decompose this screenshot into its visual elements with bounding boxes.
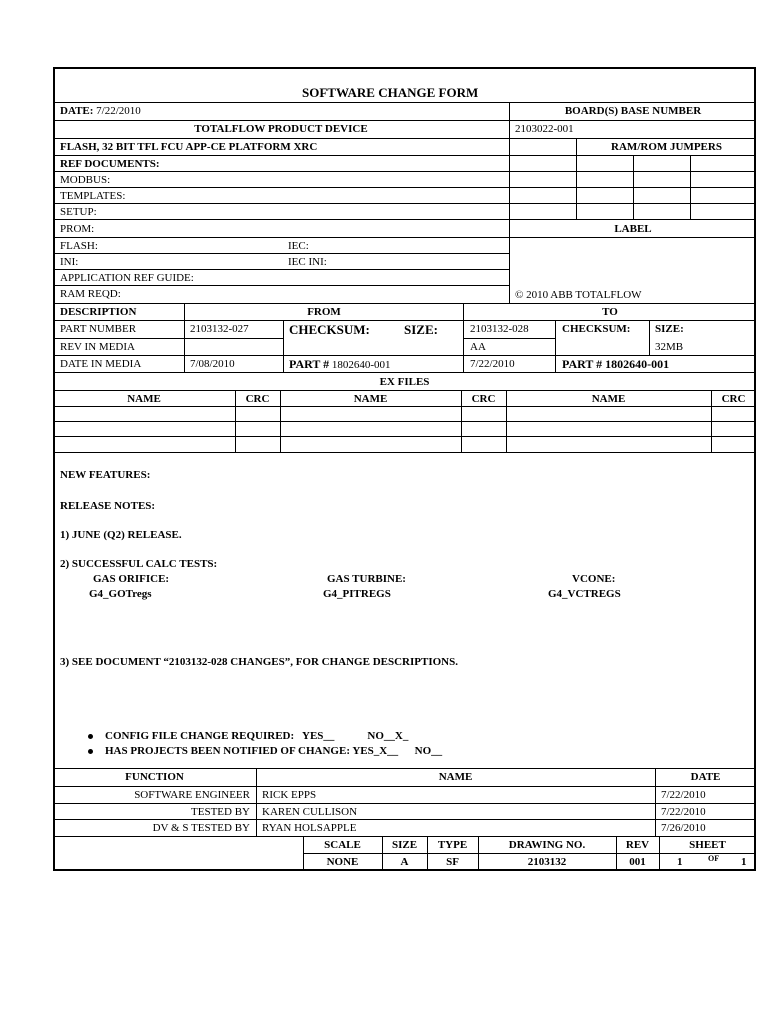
ex-crc-col-2: CRC [471, 393, 496, 405]
prom-label: PROM: [60, 223, 95, 235]
rule [53, 171, 756, 172]
rule [53, 338, 283, 339]
vcone-value: G4_VCTREGS [548, 588, 621, 600]
date-in-media-label: DATE IN MEDIA [60, 358, 142, 370]
scale-label: SCALE [324, 839, 361, 851]
to-heading: TO [602, 306, 618, 318]
rule [53, 786, 756, 787]
date-heading: DATE [690, 771, 721, 783]
type-value: SF [446, 856, 459, 868]
board-number: 2103022-001 [515, 123, 574, 135]
from-part-ref-value: 1802640-001 [331, 359, 391, 371]
projects-notified: HAS PROJECTS BEEN NOTIFIED OF CHANGE: YES_X__ NO__ [105, 745, 443, 757]
to-date: 7/22/2010 [470, 358, 515, 370]
rule [53, 406, 756, 407]
scale-value: NONE [326, 856, 359, 868]
ref-documents-heading: REF DOCUMENTS: [60, 158, 160, 170]
bullet-icon [88, 749, 93, 754]
signoff-function: DV & S TESTED BY [152, 822, 250, 834]
rule [53, 285, 510, 286]
ex-files-heading: EX FILES [379, 376, 430, 388]
flash-label: FLASH: [60, 240, 98, 252]
label-text: © 2010 ABB TOTALFLOW [515, 289, 642, 301]
sheet-number: 1 [677, 856, 683, 868]
iec-label: IEC: [288, 240, 309, 252]
rule [509, 102, 510, 303]
rev-in-media-label: REV IN MEDIA [60, 341, 135, 353]
rule [53, 253, 510, 254]
rule [53, 836, 756, 837]
to-rev: AA [470, 341, 486, 353]
drawing-value: 2103132 [527, 856, 567, 868]
sheet-label: SHEET [689, 839, 726, 851]
rule [283, 320, 284, 372]
rev-label: REV [625, 839, 650, 851]
function-heading: FUNCTION [125, 771, 184, 783]
board-heading: BOARD(S) BASE NUMBER [564, 105, 702, 117]
size-label: SIZE [391, 839, 418, 851]
signoff-name: RICK EPPS [262, 789, 317, 801]
from-part-ref-label: PART # [289, 357, 330, 371]
app-ref-guide-label: APPLICATION REF GUIDE: [60, 272, 194, 284]
signoff-function: TESTED BY [191, 806, 250, 818]
label-heading: LABEL [614, 223, 652, 235]
rule [53, 237, 756, 238]
rule [53, 187, 756, 188]
rule [283, 355, 465, 356]
rule [53, 819, 756, 820]
rule [53, 120, 756, 121]
modbus-label: MODBUS: [60, 174, 111, 186]
to-part-ref [562, 358, 669, 371]
rule [53, 203, 756, 204]
note-item-2: 2) SUCCESSFUL CALC TESTS: [60, 558, 218, 570]
from-heading: FROM [307, 306, 341, 318]
description-heading: DESCRIPTION [60, 306, 137, 318]
rule [53, 303, 756, 304]
signoff-date: 7/26/2010 [661, 822, 706, 834]
rule [53, 372, 756, 373]
product-line: FLASH, 32 BIT TFL FCU APP-CE PLATFORM XRC [60, 141, 318, 153]
part-number-label: PART NUMBER [60, 323, 137, 335]
signoff-function: SOFTWARE ENGINEER [134, 789, 250, 801]
rule [53, 768, 756, 769]
signoff-date: 7/22/2010 [661, 789, 706, 801]
to-size: 32MB [655, 341, 684, 353]
templates-label: TEMPLATES: [60, 190, 126, 202]
sheet-of: OF [708, 854, 720, 863]
ram-reqd-label: RAM REQD: [60, 288, 121, 300]
from-date: 7/08/2010 [190, 358, 235, 370]
ini-label: INI: [60, 256, 79, 268]
form-title: SOFTWARE CHANGE FORM [302, 85, 479, 100]
rule [53, 803, 756, 804]
date-field [60, 106, 141, 117]
rule [53, 421, 756, 422]
new-features-label: NEW FEATURES: [60, 469, 151, 481]
jumpers-heading: RAM/ROM JUMPERS [611, 141, 722, 153]
bullet-icon [88, 734, 93, 739]
note-item-3: 3) SEE DOCUMENT “2103132-028 CHANGES”, FOR CHANGE DESCRIPTIONS. [60, 656, 458, 668]
from-part-ref [289, 358, 391, 371]
rule [690, 155, 691, 219]
drawing-label: DRAWING NO. [508, 839, 586, 851]
rule [53, 452, 756, 453]
type-label: TYPE [437, 839, 468, 851]
to-part-number: 2103132-028 [470, 323, 529, 335]
rule [53, 155, 756, 156]
release-notes-label: RELEASE NOTES: [60, 500, 156, 512]
ex-name-col-1: NAME [127, 393, 161, 405]
to-part-ref-value: PART # 1802640-001 [562, 357, 670, 371]
rule [53, 102, 756, 103]
from-size-label: SIZE: [404, 322, 438, 337]
note-item-1: 1) JUNE (Q2) RELEASE. [60, 529, 182, 541]
ex-crc-col-1: CRC [245, 393, 270, 405]
iec-ini-label: IEC INI: [288, 256, 327, 268]
config-file-change: CONFIG FILE CHANGE REQUIRED: YES__ NO__X_ [105, 730, 409, 742]
gas-turbine-value: G4_PITREGS [323, 588, 391, 600]
rule [649, 320, 650, 355]
signoff-name: KAREN CULLISON [262, 806, 358, 818]
rule [303, 853, 756, 854]
rule [463, 355, 756, 356]
name-heading: NAME [438, 771, 473, 783]
rev-value: 001 [629, 856, 646, 868]
ex-name-col-3: NAME [591, 393, 626, 405]
rule [53, 138, 756, 139]
to-checksum-label: CHECKSUM: [562, 323, 631, 335]
date-label: DATE: [60, 105, 94, 117]
product-device-heading: TOTALFLOW PRODUCT DEVICE [194, 123, 368, 135]
rule [53, 355, 283, 356]
sheet-total: 1 [741, 856, 747, 868]
ex-name-col-2: NAME [353, 393, 388, 405]
from-checksum-label: CHECKSUM: [289, 322, 370, 337]
rule [633, 155, 634, 219]
signoff-date: 7/22/2010 [661, 806, 706, 818]
vcone-label: VCONE: [572, 573, 616, 585]
to-size-label: SIZE: [655, 323, 684, 335]
date-value: 7/22/2010 [96, 105, 141, 117]
gas-orifice-value: G4_GOTregs [89, 588, 152, 600]
rule [53, 320, 756, 321]
rule [53, 219, 756, 220]
rule [53, 390, 756, 391]
size-value: A [400, 856, 409, 868]
rule [463, 338, 555, 339]
rule [53, 436, 756, 437]
gas-orifice-label: GAS ORIFICE: [93, 573, 170, 585]
from-part-number: 2103132-027 [190, 323, 249, 335]
rule [53, 269, 510, 270]
setup-label: SETUP: [60, 206, 97, 218]
rule [555, 320, 556, 372]
signoff-name: RYAN HOLSAPPLE [262, 822, 357, 834]
ex-crc-col-3: CRC [721, 393, 746, 405]
gas-turbine-label: GAS TURBINE: [327, 573, 406, 585]
